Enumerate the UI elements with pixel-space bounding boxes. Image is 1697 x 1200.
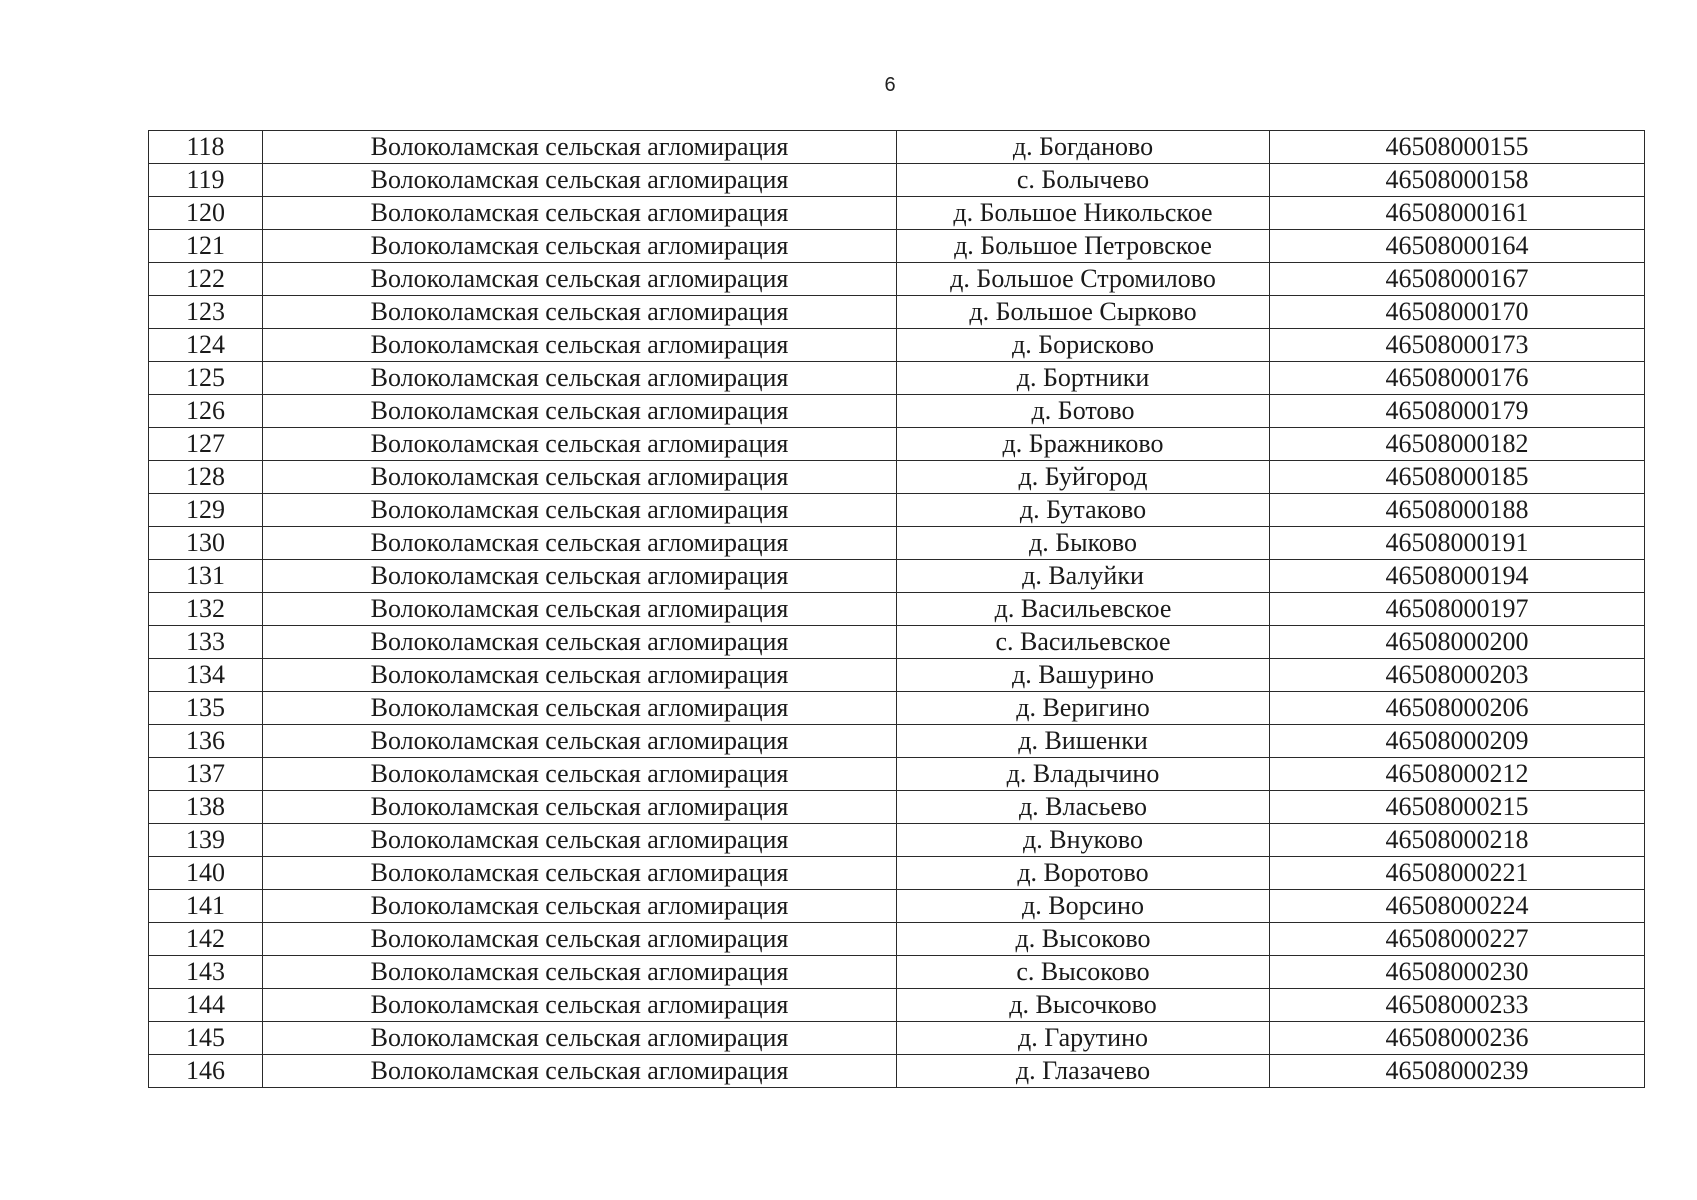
settlement-cell: с. Высоково [897,956,1270,989]
table-row [149,230,1645,263]
agglomeration-cell: Волоколамская сельская агломирация [263,197,897,230]
row-number-cell: 144 [149,989,263,1022]
agglomeration-cell: Волоколамская сельская агломирация [263,824,897,857]
settlement-cell: д. Большое Никольское [897,197,1270,230]
table-row [149,956,1645,989]
settlement-cell: д. Гарутино [897,1022,1270,1055]
agglomeration-cell: Волоколамская сельская агломирация [263,1055,897,1088]
settlement-cell: д. Внуково [897,824,1270,857]
row-number-cell: 141 [149,890,263,923]
agglomeration-cell: Волоколамская сельская агломирация [263,560,897,593]
settlement-cell: д. Глазачево [897,1055,1270,1088]
code-cell: 46508000212 [1270,758,1645,791]
settlement-cell: д. Ботово [897,395,1270,428]
code-cell: 46508000233 [1270,989,1645,1022]
row-number-cell: 121 [149,230,263,263]
settlements-table [148,130,1645,1088]
row-number-cell: 140 [149,857,263,890]
row-number-cell: 122 [149,263,263,296]
code-cell: 46508000185 [1270,461,1645,494]
agglomeration-cell: Волоколамская сельская агломирация [263,989,897,1022]
code-cell: 46508000176 [1270,362,1645,395]
code-cell: 46508000155 [1270,131,1645,164]
settlement-cell: д. Большое Сырково [897,296,1270,329]
settlement-cell: с. Васильевское [897,626,1270,659]
table-row [149,131,1645,164]
settlement-cell: д. Васильевское [897,593,1270,626]
row-number-cell: 130 [149,527,263,560]
agglomeration-cell: Волоколамская сельская агломирация [263,890,897,923]
row-number-cell: 139 [149,824,263,857]
table-row [149,329,1645,362]
page-number: 6 [884,74,896,96]
row-number-cell: 123 [149,296,263,329]
row-number-cell: 120 [149,197,263,230]
code-cell: 46508000191 [1270,527,1645,560]
row-number-cell: 128 [149,461,263,494]
agglomeration-cell: Волоколамская сельская агломирация [263,329,897,362]
settlement-cell: д. Высоково [897,923,1270,956]
table-row [149,989,1645,1022]
agglomeration-cell: Волоколамская сельская агломирация [263,263,897,296]
table-body [149,131,1645,1088]
code-cell: 46508000188 [1270,494,1645,527]
agglomeration-cell: Волоколамская сельская агломирация [263,428,897,461]
table-row [149,362,1645,395]
settlement-cell: с. Болычево [897,164,1270,197]
settlement-cell: д. Владычино [897,758,1270,791]
row-number-cell: 131 [149,560,263,593]
row-number-cell: 127 [149,428,263,461]
agglomeration-cell: Волоколамская сельская агломирация [263,494,897,527]
table-row [149,626,1645,659]
agglomeration-cell: Волоколамская сельская агломирация [263,593,897,626]
table-row [149,923,1645,956]
table-row [149,263,1645,296]
agglomeration-cell: Волоколамская сельская агломирация [263,131,897,164]
settlement-cell: д. Бражниково [897,428,1270,461]
settlement-cell: д. Воротово [897,857,1270,890]
table-row [149,1055,1645,1088]
table-row [149,593,1645,626]
row-number-cell: 138 [149,791,263,824]
settlement-cell: д. Высочково [897,989,1270,1022]
settlement-cell: д. Ворсино [897,890,1270,923]
agglomeration-cell: Волоколамская сельская агломирация [263,791,897,824]
table-row [149,527,1645,560]
code-cell: 46508000203 [1270,659,1645,692]
row-number-cell: 142 [149,923,263,956]
table-row [149,197,1645,230]
table-row [149,428,1645,461]
row-number-cell: 135 [149,692,263,725]
table-row [149,758,1645,791]
agglomeration-cell: Волоколамская сельская агломирация [263,164,897,197]
row-number-cell: 133 [149,626,263,659]
table-row [149,791,1645,824]
table-row [149,659,1645,692]
code-cell: 46508000218 [1270,824,1645,857]
settlement-cell: д. Богданово [897,131,1270,164]
code-cell: 46508000209 [1270,725,1645,758]
agglomeration-cell: Волоколамская сельская агломирация [263,230,897,263]
settlement-cell: д. Бутаково [897,494,1270,527]
code-cell: 46508000164 [1270,230,1645,263]
row-number-cell: 124 [149,329,263,362]
table-row [149,461,1645,494]
code-cell: 46508000194 [1270,560,1645,593]
row-number-cell: 132 [149,593,263,626]
code-cell: 46508000182 [1270,428,1645,461]
code-cell: 46508000230 [1270,956,1645,989]
row-number-cell: 137 [149,758,263,791]
settlement-cell: д. Вишенки [897,725,1270,758]
code-cell: 46508000206 [1270,692,1645,725]
code-cell: 46508000215 [1270,791,1645,824]
code-cell: 46508000200 [1270,626,1645,659]
table-row [149,494,1645,527]
row-number-cell: 129 [149,494,263,527]
agglomeration-cell: Волоколамская сельская агломирация [263,956,897,989]
table-row [149,164,1645,197]
row-number-cell: 126 [149,395,263,428]
settlement-cell: д. Большое Стромилово [897,263,1270,296]
agglomeration-cell: Волоколамская сельская агломирация [263,758,897,791]
agglomeration-cell: Волоколамская сельская агломирация [263,692,897,725]
settlement-cell: д. Вашурино [897,659,1270,692]
code-cell: 46508000179 [1270,395,1645,428]
settlement-cell: д. Борисково [897,329,1270,362]
agglomeration-cell: Волоколамская сельская агломирация [263,527,897,560]
table-row [149,824,1645,857]
code-cell: 46508000170 [1270,296,1645,329]
code-cell: 46508000161 [1270,197,1645,230]
agglomeration-cell: Волоколамская сельская агломирация [263,296,897,329]
agglomeration-cell: Волоколамская сельская агломирация [263,1022,897,1055]
code-cell: 46508000236 [1270,1022,1645,1055]
settlement-cell: д. Власьево [897,791,1270,824]
table-row [149,725,1645,758]
agglomeration-cell: Волоколамская сельская агломирация [263,725,897,758]
row-number-cell: 136 [149,725,263,758]
agglomeration-cell: Волоколамская сельская агломирация [263,395,897,428]
agglomeration-cell: Волоколамская сельская агломирация [263,626,897,659]
row-number-cell: 125 [149,362,263,395]
agglomeration-cell: Волоколамская сельская агломирация [263,923,897,956]
row-number-cell: 119 [149,164,263,197]
table-row [149,857,1645,890]
settlement-cell: д. Буйгород [897,461,1270,494]
table-row [149,296,1645,329]
row-number-cell: 118 [149,131,263,164]
table-row [149,890,1645,923]
code-cell: 46508000158 [1270,164,1645,197]
table-row [149,692,1645,725]
row-number-cell: 146 [149,1055,263,1088]
table-row [149,1022,1645,1055]
code-cell: 46508000197 [1270,593,1645,626]
code-cell: 46508000173 [1270,329,1645,362]
agglomeration-cell: Волоколамская сельская агломирация [263,659,897,692]
agglomeration-cell: Волоколамская сельская агломирация [263,362,897,395]
row-number-cell: 134 [149,659,263,692]
table-row [149,395,1645,428]
settlement-cell: д. Валуйки [897,560,1270,593]
settlement-cell: д. Быково [897,527,1270,560]
code-cell: 46508000227 [1270,923,1645,956]
settlement-cell: д. Большое Петровское [897,230,1270,263]
settlement-cell: д. Бортники [897,362,1270,395]
code-cell: 46508000221 [1270,857,1645,890]
code-cell: 46508000239 [1270,1055,1645,1088]
agglomeration-cell: Волоколамская сельская агломирация [263,857,897,890]
agglomeration-cell: Волоколамская сельская агломирация [263,461,897,494]
row-number-cell: 145 [149,1022,263,1055]
code-cell: 46508000224 [1270,890,1645,923]
table-row [149,560,1645,593]
code-cell: 46508000167 [1270,263,1645,296]
settlement-cell: д. Веригино [897,692,1270,725]
row-number-cell: 143 [149,956,263,989]
